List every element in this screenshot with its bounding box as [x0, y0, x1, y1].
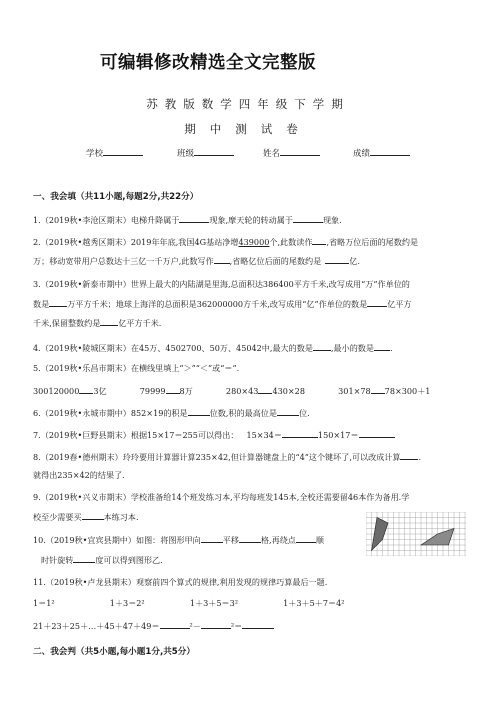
q2-number: 439000 — [238, 237, 270, 247]
doc-subtitle: 期中测试卷 — [184, 122, 312, 136]
q6-text-c: 位. — [298, 408, 310, 418]
q3-blank-3[interactable] — [100, 317, 118, 326]
q10-blank-2[interactable] — [239, 534, 261, 543]
question-3-line-3 — [33, 317, 161, 329]
field-name-label: 姓名 — [263, 149, 281, 159]
q3-blank-1[interactable] — [49, 298, 67, 307]
field-class — [177, 147, 234, 159]
question-11-equations — [33, 598, 345, 609]
q7-text-b: 15×34＝ — [246, 430, 282, 440]
field-school — [86, 147, 143, 159]
q5-a-blank[interactable] — [79, 385, 93, 394]
question-4 — [33, 342, 393, 354]
q6-text-b: 位数,积的最高位是 — [209, 408, 277, 418]
q10-blank-1[interactable] — [201, 534, 223, 543]
q3-text-d: 千米,保留整数约是 — [33, 318, 101, 328]
question-5: 5.（2019秋•乐昌市期末）在横线里填上“＞”“＜”或“＝”. — [33, 363, 240, 373]
q11-eq-4: 1＋3＋5＋7＝4² — [283, 598, 345, 608]
q9-text-a: 校至少需要买 — [33, 512, 82, 522]
q7-text-c: 150×17＝ — [317, 430, 359, 440]
q11-eq-3: 1＋3＋5＝3² — [189, 598, 238, 608]
question-10-line-1 — [33, 534, 324, 546]
field-score — [353, 147, 410, 159]
q4-blank-2[interactable] — [374, 342, 390, 351]
q2-text-e: ,省略亿位后面的尾数约是 — [229, 256, 322, 266]
section-1-heading: 一、我会填（共11小题,每题2分,共22分） — [33, 192, 199, 202]
q5-a-right: 3亿 — [93, 386, 107, 396]
q3-text-b: 万平方千米；地球上海洋的总面积是362000000方千米,改写成用“亿”作单位的数是 — [67, 299, 368, 309]
q2-text-f: 亿. — [349, 256, 360, 266]
question-1 — [33, 214, 342, 226]
q1-blank-1[interactable] — [179, 214, 209, 223]
field-class-label: 班级 — [177, 149, 195, 159]
q9-blank[interactable] — [82, 511, 104, 520]
q1-text-b: 现象,摩天轮的转动属于 — [209, 215, 293, 225]
q11-eq-5-text-a: 21＋23＋25＋…＋45＋47＋49＝ — [33, 621, 160, 631]
q10-text-b: 平移 — [222, 535, 239, 545]
q2-blank-3[interactable] — [325, 255, 349, 264]
question-5-items — [33, 385, 430, 397]
q5-d-blank[interactable] — [371, 385, 385, 394]
q5-b-blank[interactable] — [166, 385, 180, 394]
q3-text-a: 数是 — [33, 299, 50, 309]
q4-text-b: ,最小的数是 — [330, 343, 374, 353]
q3-text-c: 亿平方 — [387, 299, 412, 309]
question-8-line-1 — [33, 451, 421, 463]
q10-blank-3[interactable] — [296, 534, 316, 543]
q11-eq-1: 1＝1² — [33, 598, 55, 608]
q9-text-b: 本练习本. — [103, 512, 139, 522]
question-9-line-1: 9.（2019秋•兴义市期末）学校准备给14个班发练习本,平均每班发145本,全校还需要留46本作为备用.学 — [33, 492, 410, 502]
q6-blank-1[interactable] — [188, 407, 210, 416]
q4-text-c: . — [389, 343, 393, 353]
q10-text-d: 顺 — [315, 535, 325, 545]
q2-blank-2[interactable] — [214, 255, 230, 264]
q5-d-left: 301×78 — [338, 386, 371, 396]
q5-b-left: 79999 — [139, 386, 166, 396]
q5-c-blank[interactable] — [258, 385, 272, 394]
field-class-blank[interactable] — [194, 147, 234, 156]
q6-text-a: 6.（2019秋•永城市期中）852×19的积是 — [33, 408, 188, 418]
q5-b-right: 8万 — [179, 386, 193, 396]
question-2-line-2 — [33, 255, 360, 267]
question-3-line-1: 3.（2019秋•新泰市期中）世界上最大的内陆湖是里海,总面积达386400平方千米,改写成用“万”作单位的 — [33, 279, 410, 289]
question-8-line-2: 就得出235×42的结果了. — [33, 470, 125, 480]
q11-eq-5-text-c: ²＝ — [230, 621, 243, 631]
q2-text-c: ,省略万位后面的尾数约是 — [326, 237, 419, 247]
q4-blank-1[interactable] — [313, 342, 331, 351]
q2-blank-1[interactable] — [312, 236, 326, 245]
question-11-line-1: 11.（2019秋•卢龙县期末）观察前四个算式的规律,利用发现的规律巧算最后一题. — [33, 577, 328, 587]
q1-text-a: 1.（2019秋•李沧区期末）电梯升降属于 — [33, 215, 180, 225]
q5-d-right: 78×300＋1 — [384, 386, 431, 396]
q2-text-a: 2.（2019秋•越秀区期末）2019年年底,我国4G基站净增 — [33, 237, 239, 247]
question-2-line-1 — [33, 236, 418, 248]
q1-text-c: 现象. — [322, 215, 342, 225]
question-6 — [33, 407, 310, 419]
q3-text-e: 亿平方千米. — [118, 318, 162, 328]
q8-text-b: . — [418, 452, 422, 462]
q11-eq-2: 1＋3＝2² — [109, 598, 145, 608]
q5-c-right: 430×28 — [272, 386, 305, 396]
q11-blank-1[interactable] — [160, 620, 190, 629]
banner-title: 可编辑修改精选全文完整版 — [100, 53, 316, 73]
rotation-figure — [366, 512, 466, 556]
q4-text-a: 4.（2019秋•陵城区期末）在45万、4502700、50万、45042中,最大的数是 — [33, 343, 313, 353]
field-score-blank[interactable] — [370, 147, 410, 156]
q1-blank-2[interactable] — [293, 214, 323, 223]
question-10-line-2 — [41, 554, 163, 566]
field-name-blank[interactable] — [280, 147, 320, 156]
q7-text-a: 7.（2019秋•巨野县期末）根据15×17＝255可以得出： — [33, 430, 239, 440]
q11-blank-3[interactable] — [242, 620, 274, 629]
field-school-label: 学校 — [86, 149, 104, 159]
q10-text-a: 10.（2019秋•宜宾县期中）如图：将图形甲向 — [33, 535, 201, 545]
field-school-blank[interactable] — [103, 147, 143, 156]
q5-c-left: 280×43 — [225, 386, 259, 396]
question-3-line-2 — [33, 298, 412, 310]
doc-title: 苏教版数学四年级下学期 — [146, 97, 350, 111]
section-2-heading: 二、我会判（共5小题,每小题1分,共5分） — [33, 647, 195, 657]
q10-text-f: 度可以得到图形乙. — [95, 555, 163, 565]
field-name — [263, 147, 320, 159]
question-11-last — [33, 620, 274, 632]
q7-blank-2[interactable] — [359, 429, 395, 438]
q10-text-e: 时针旋转 — [41, 555, 74, 565]
question-7 — [33, 429, 395, 441]
q11-eq-5-text-b: ²－ — [189, 621, 201, 631]
q3-blank-2[interactable] — [367, 298, 387, 307]
q6-blank-2[interactable] — [277, 407, 299, 416]
q7-blank-1[interactable] — [282, 429, 318, 438]
q5-a-left: 300120000 — [33, 386, 80, 396]
q8-text-a: 8.（2019春•德州期末）玲玲要用计算器计算235×42,但计算器键盘上的“4”这个键坏了,可以改成计算 — [33, 452, 401, 462]
q11-blank-2[interactable] — [201, 620, 231, 629]
field-score-label: 成绩 — [353, 149, 371, 159]
question-9-line-2 — [33, 511, 139, 523]
q10-blank-4[interactable] — [73, 554, 95, 563]
q10-text-c: 格,再绕点 — [260, 535, 296, 545]
q8-blank[interactable] — [400, 451, 418, 460]
q2-text-b: 个,此数读作 — [269, 237, 313, 247]
q2-text-d: 万；移动宽带用户总数达十三亿一千万户,此数写作 — [33, 256, 214, 266]
